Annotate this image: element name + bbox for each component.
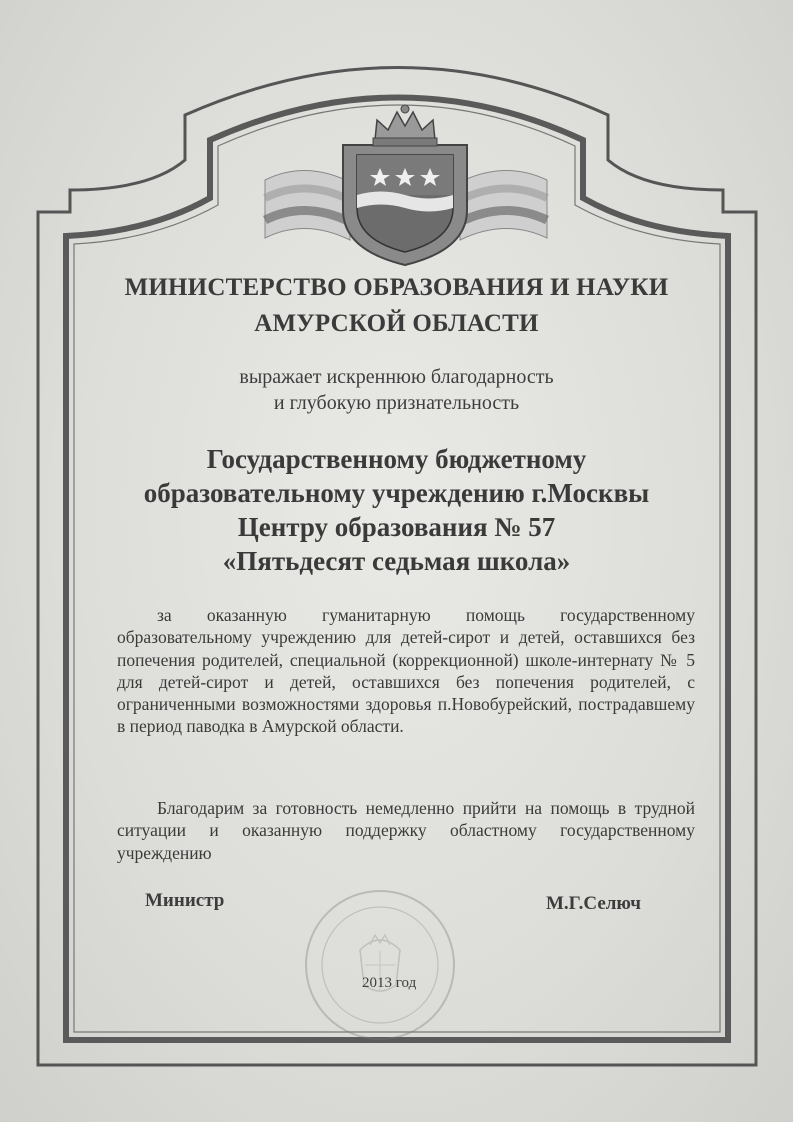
flag-left-icon <box>265 170 350 240</box>
flag-right-icon <box>460 170 547 240</box>
gratitude-line1: выражает искреннюю благодарность <box>239 366 554 388</box>
recipient-line4: «Пятьдесят седьмая школа» <box>222 546 571 576</box>
amur-region-emblem <box>255 100 555 270</box>
recipient-line3: Центру образования № 57 <box>237 512 556 542</box>
body-paragraph-2: Благодарим за готовность немедленно прийти на помощь в трудной ситуации и оказанную поддержку областному государственному учреждению <box>117 798 695 863</box>
signatory-title: Министр <box>145 890 225 911</box>
gratitude-line2: и глубокую признательность <box>273 392 520 414</box>
recipient-line1: Государственному бюджетному <box>206 444 587 474</box>
ministry-title-line1: МИНИСТЕРСТВО ОБРАЗОВАНИЯ И НАУКИ <box>124 274 669 301</box>
ministry-title-line2: АМУРСКОЙ ОБЛАСТИ <box>254 310 539 337</box>
official-seal <box>300 885 460 1045</box>
certificate-year: 2013 год <box>362 975 417 991</box>
signatory-name: М.Г.Селюч <box>546 893 641 914</box>
recipient-line2: образовательному учреждению г.Москвы <box>143 478 650 508</box>
body-paragraph-1: за оказанную гуманитарную помощь государственному образовательному учреждению для детей-сирот и детей, оставшихся без попечения родителей, специальной (коррекционной) школе-интернату № 5 для детей-сирот и детей, оставшихся без попечения родителей, с ограниченными возможностями здоровья п.Новобурейский, пострадавшему в период паводка в Амурской области. <box>117 605 695 737</box>
crown-icon <box>375 112 435 140</box>
